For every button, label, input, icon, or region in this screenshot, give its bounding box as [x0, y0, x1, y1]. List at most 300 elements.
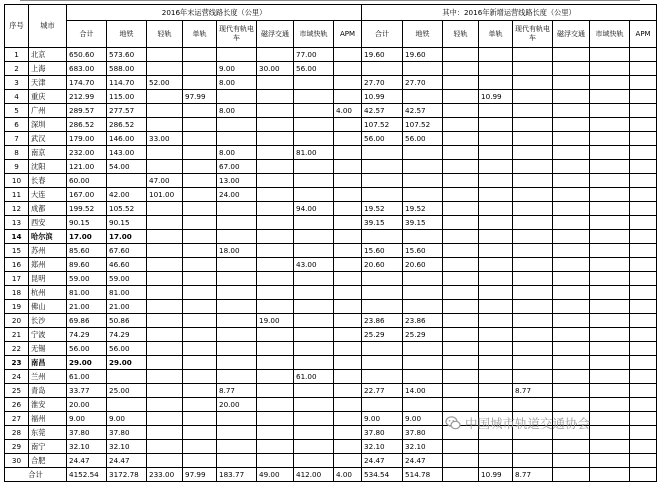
subheader-total-5: 磁浮交通	[257, 21, 294, 48]
table-cell	[294, 118, 334, 132]
table-cell	[479, 426, 513, 440]
table-cell	[443, 160, 479, 174]
table-cell	[479, 62, 513, 76]
table-cell	[257, 286, 294, 300]
table-cell	[553, 398, 590, 412]
table-row	[5, 356, 657, 370]
table-row	[5, 230, 657, 244]
table-cell	[334, 118, 362, 132]
table-cell: 289.57	[67, 104, 107, 118]
table-cell	[362, 174, 403, 188]
table-cell	[590, 342, 630, 356]
table-cell	[362, 62, 403, 76]
table-cell	[630, 272, 657, 286]
table-cell	[334, 202, 362, 216]
table-cell	[257, 48, 294, 62]
row-city: 深圳	[29, 118, 67, 132]
total-cell: 183.77	[217, 468, 257, 482]
table-cell: 15.60	[403, 244, 443, 258]
row-index: 28	[5, 426, 29, 440]
table-cell	[443, 76, 479, 90]
table-row	[5, 370, 657, 384]
table-cell	[334, 62, 362, 76]
table-cell	[479, 412, 513, 426]
table-cell	[294, 132, 334, 146]
table-cell: 8.77	[513, 384, 553, 398]
table-cell	[590, 258, 630, 272]
row-city: 哈尔滨	[29, 230, 67, 244]
table-cell	[294, 454, 334, 468]
table-cell: 39.15	[403, 216, 443, 230]
table-cell	[443, 118, 479, 132]
row-city: 青岛	[29, 384, 67, 398]
table-cell	[362, 342, 403, 356]
row-index: 18	[5, 286, 29, 300]
table-cell	[217, 370, 257, 384]
table-cell: 107.52	[403, 118, 443, 132]
table-cell	[443, 370, 479, 384]
table-cell	[513, 244, 553, 258]
table-cell	[479, 202, 513, 216]
table-cell	[294, 398, 334, 412]
table-cell	[183, 48, 217, 62]
table-row	[5, 90, 657, 104]
table-cell	[630, 454, 657, 468]
table-row	[5, 328, 657, 342]
table-cell	[553, 328, 590, 342]
total-cell: 97.99	[183, 468, 217, 482]
table-cell	[183, 104, 217, 118]
table-cell: 115.00	[107, 90, 147, 104]
table-cell	[590, 188, 630, 202]
table-cell	[362, 160, 403, 174]
table-cell	[403, 188, 443, 202]
total-cell: 412.00	[294, 468, 334, 482]
table-cell	[479, 384, 513, 398]
table-cell	[183, 370, 217, 384]
table-cell	[553, 90, 590, 104]
table-cell: 61.00	[294, 370, 334, 384]
row-city: 南京	[29, 146, 67, 160]
table-cell	[590, 244, 630, 258]
row-index: 1	[5, 48, 29, 62]
table-cell	[443, 62, 479, 76]
table-cell: 24.47	[107, 454, 147, 468]
table-cell	[479, 328, 513, 342]
table-cell	[217, 48, 257, 62]
table-row	[5, 454, 657, 468]
table-cell	[334, 76, 362, 90]
table-cell	[334, 314, 362, 328]
table-cell: 146.00	[107, 132, 147, 146]
table-cell	[553, 258, 590, 272]
table-cell	[443, 132, 479, 146]
table-cell: 101.00	[147, 188, 183, 202]
rail-transit-length-table	[4, 4, 657, 482]
table-cell	[479, 440, 513, 454]
table-cell	[513, 202, 553, 216]
table-cell	[513, 370, 553, 384]
table-cell	[294, 426, 334, 440]
table-cell	[443, 412, 479, 426]
table-cell	[443, 104, 479, 118]
table-cell	[147, 314, 183, 328]
table-cell	[443, 216, 479, 230]
table-cell	[630, 244, 657, 258]
row-index: 19	[5, 300, 29, 314]
table-cell	[479, 132, 513, 146]
table-cell	[334, 174, 362, 188]
row-index: 8	[5, 146, 29, 160]
table-cell	[479, 104, 513, 118]
table-cell	[147, 300, 183, 314]
table-cell	[443, 286, 479, 300]
table-cell	[217, 286, 257, 300]
table-cell	[443, 174, 479, 188]
row-index: 3	[5, 76, 29, 90]
table-cell: 18.00	[217, 244, 257, 258]
table-cell	[183, 328, 217, 342]
table-cell	[513, 104, 553, 118]
table-cell	[362, 398, 403, 412]
subheader-new-6: 市域快轨	[590, 21, 630, 48]
table-cell	[590, 398, 630, 412]
table-cell	[513, 440, 553, 454]
table-cell	[183, 160, 217, 174]
table-cell	[630, 370, 657, 384]
table-cell	[147, 356, 183, 370]
table-cell	[553, 160, 590, 174]
table-cell	[362, 230, 403, 244]
table-cell	[183, 202, 217, 216]
table-cell: 232.00	[67, 146, 107, 160]
table-cell	[147, 384, 183, 398]
table-cell	[443, 202, 479, 216]
table-cell	[590, 132, 630, 146]
table-row	[5, 258, 657, 272]
table-cell	[403, 300, 443, 314]
table-cell	[590, 216, 630, 230]
table-cell	[362, 146, 403, 160]
table-cell: 37.80	[67, 426, 107, 440]
table-cell	[630, 188, 657, 202]
table-cell	[403, 230, 443, 244]
table-cell	[630, 76, 657, 90]
table-cell	[147, 258, 183, 272]
table-cell	[257, 132, 294, 146]
table-cell	[590, 370, 630, 384]
table-row	[5, 104, 657, 118]
table-cell	[443, 440, 479, 454]
table-cell: 33.77	[67, 384, 107, 398]
row-index: 26	[5, 398, 29, 412]
table-cell: 25.00	[107, 384, 147, 398]
table-cell: 20.00	[217, 398, 257, 412]
table-cell	[630, 48, 657, 62]
table-cell	[590, 202, 630, 216]
table-cell	[479, 244, 513, 258]
table-cell	[334, 216, 362, 230]
table-row	[5, 286, 657, 300]
total-cell	[630, 468, 657, 482]
table-cell	[590, 314, 630, 328]
table-cell	[513, 398, 553, 412]
table-cell	[590, 356, 630, 370]
table-cell	[590, 160, 630, 174]
table-cell	[257, 118, 294, 132]
row-city: 重庆	[29, 90, 67, 104]
table-cell: 10.99	[362, 90, 403, 104]
table-cell: 24.47	[403, 454, 443, 468]
row-city: 长沙	[29, 314, 67, 328]
table-cell	[107, 398, 147, 412]
table-cell	[590, 454, 630, 468]
total-cell: 534.54	[362, 468, 403, 482]
row-city: 天津	[29, 76, 67, 90]
table-cell: 121.00	[67, 160, 107, 174]
table-cell	[590, 146, 630, 160]
table-cell: 30.00	[257, 62, 294, 76]
subheader-total-0: 合计	[67, 21, 107, 48]
table-cell	[257, 230, 294, 244]
table-cell	[403, 286, 443, 300]
table-cell	[147, 90, 183, 104]
row-city: 武汉	[29, 132, 67, 146]
table-cell	[147, 440, 183, 454]
table-cell	[513, 146, 553, 160]
table-cell	[403, 356, 443, 370]
table-row	[5, 412, 657, 426]
table-cell	[443, 328, 479, 342]
table-cell	[294, 90, 334, 104]
table-cell: 24.47	[362, 454, 403, 468]
row-city: 昆明	[29, 272, 67, 286]
table-row	[5, 398, 657, 412]
table-cell	[403, 62, 443, 76]
header-seq: 序号	[5, 5, 29, 48]
table-cell: 8.00	[217, 104, 257, 118]
table-row	[5, 342, 657, 356]
table-cell	[513, 328, 553, 342]
table-cell: 32.10	[107, 440, 147, 454]
table-cell	[513, 174, 553, 188]
table-cell	[443, 258, 479, 272]
table-cell	[553, 230, 590, 244]
table-cell	[479, 454, 513, 468]
row-city: 兰州	[29, 370, 67, 384]
table-cell	[217, 454, 257, 468]
table-cell	[479, 216, 513, 230]
table-row	[5, 146, 657, 160]
table-cell	[294, 160, 334, 174]
row-city: 无锡	[29, 342, 67, 356]
table-cell: 32.10	[362, 440, 403, 454]
table-cell	[147, 202, 183, 216]
table-cell	[334, 160, 362, 174]
table-row	[5, 314, 657, 328]
table-cell: 52.00	[147, 76, 183, 90]
table-cell	[362, 272, 403, 286]
table-cell	[257, 90, 294, 104]
table-cell: 42.00	[107, 188, 147, 202]
table-cell	[183, 300, 217, 314]
table-cell	[479, 272, 513, 286]
table-cell	[443, 426, 479, 440]
header-group-new-2016: 其中：2016年新增运营线路长度（公里）	[362, 5, 657, 21]
table-cell	[257, 384, 294, 398]
row-index: 21	[5, 328, 29, 342]
table-cell: 47.00	[147, 174, 183, 188]
table-cell: 42.57	[403, 104, 443, 118]
subheader-total-3: 单轨	[183, 21, 217, 48]
table-cell: 67.00	[217, 160, 257, 174]
table-cell	[294, 244, 334, 258]
table-cell	[257, 412, 294, 426]
table-cell	[147, 398, 183, 412]
table-cell: 20.00	[67, 398, 107, 412]
table-cell	[630, 426, 657, 440]
table-cell	[257, 216, 294, 230]
table-cell	[334, 48, 362, 62]
table-cell: 573.60	[107, 48, 147, 62]
table-cell	[334, 370, 362, 384]
table-cell	[107, 370, 147, 384]
table-cell	[183, 174, 217, 188]
table-cell: 21.00	[67, 300, 107, 314]
table-cell	[553, 426, 590, 440]
row-city: 佛山	[29, 300, 67, 314]
row-city: 杭州	[29, 286, 67, 300]
table-cell: 90.15	[67, 216, 107, 230]
table-cell	[147, 62, 183, 76]
table-cell	[513, 48, 553, 62]
table-cell: 32.10	[403, 440, 443, 454]
table-cell	[479, 160, 513, 174]
table-cell	[630, 314, 657, 328]
table-cell	[553, 48, 590, 62]
table-cell	[630, 300, 657, 314]
table-cell	[183, 244, 217, 258]
table-row	[5, 216, 657, 230]
table-cell	[479, 342, 513, 356]
table-cell	[294, 272, 334, 286]
table-cell: 42.57	[362, 104, 403, 118]
table-cell	[183, 230, 217, 244]
table-cell: 69.86	[67, 314, 107, 328]
table-cell	[513, 230, 553, 244]
table-cell	[590, 104, 630, 118]
table-row	[5, 174, 657, 188]
table-cell	[630, 104, 657, 118]
table-cell	[334, 426, 362, 440]
table-cell	[590, 426, 630, 440]
table-cell	[630, 328, 657, 342]
table-cell	[257, 202, 294, 216]
table-cell	[294, 384, 334, 398]
table-cell	[479, 314, 513, 328]
row-index: 23	[5, 356, 29, 370]
table-cell	[257, 258, 294, 272]
table-cell	[553, 188, 590, 202]
row-index: 24	[5, 370, 29, 384]
table-cell	[590, 62, 630, 76]
row-city: 东莞	[29, 426, 67, 440]
table-cell	[403, 174, 443, 188]
table-cell	[479, 398, 513, 412]
table-cell	[334, 412, 362, 426]
table-cell: 650.60	[67, 48, 107, 62]
table-cell	[590, 174, 630, 188]
table-cell	[107, 174, 147, 188]
table-cell	[257, 342, 294, 356]
table-cell	[553, 272, 590, 286]
table-cell	[479, 76, 513, 90]
table-cell: 56.00	[362, 132, 403, 146]
table-cell: 9.00	[362, 412, 403, 426]
table-cell	[553, 314, 590, 328]
row-index: 25	[5, 384, 29, 398]
table-cell	[257, 300, 294, 314]
table-cell: 59.00	[67, 272, 107, 286]
table-cell	[183, 216, 217, 230]
table-row	[5, 62, 657, 76]
total-row	[5, 468, 657, 482]
table-cell: 77.00	[294, 48, 334, 62]
subheader-new-5: 磁浮交通	[553, 21, 590, 48]
table-cell	[590, 230, 630, 244]
table-cell	[479, 258, 513, 272]
subheader-row	[5, 21, 657, 48]
table-cell	[217, 258, 257, 272]
table-cell: 60.00	[67, 174, 107, 188]
total-cell: 49.00	[257, 468, 294, 482]
table-row	[5, 202, 657, 216]
table-cell	[403, 342, 443, 356]
table-cell	[443, 398, 479, 412]
table-cell: 683.00	[67, 62, 107, 76]
table-row	[5, 48, 657, 62]
table-cell: 20.60	[403, 258, 443, 272]
table-cell	[147, 370, 183, 384]
table-cell	[443, 300, 479, 314]
table-cell	[513, 286, 553, 300]
row-index: 22	[5, 342, 29, 356]
table-cell: 46.60	[107, 258, 147, 272]
table-cell	[479, 48, 513, 62]
table-cell	[257, 160, 294, 174]
subheader-new-7: APM	[630, 21, 657, 48]
table-cell	[443, 48, 479, 62]
table-cell: 9.00	[107, 412, 147, 426]
table-row	[5, 384, 657, 398]
table-cell: 114.70	[107, 76, 147, 90]
table-cell	[553, 202, 590, 216]
table-cell	[553, 412, 590, 426]
table-cell: 61.00	[67, 370, 107, 384]
table-cell	[513, 342, 553, 356]
row-index: 12	[5, 202, 29, 216]
table-cell	[217, 440, 257, 454]
table-cell	[443, 244, 479, 258]
table-cell: 37.80	[362, 426, 403, 440]
table-cell	[183, 314, 217, 328]
table-cell	[257, 440, 294, 454]
table-cell: 199.52	[67, 202, 107, 216]
row-city: 淮安	[29, 398, 67, 412]
table-cell	[147, 230, 183, 244]
table-cell: 89.60	[67, 258, 107, 272]
table-cell	[294, 104, 334, 118]
